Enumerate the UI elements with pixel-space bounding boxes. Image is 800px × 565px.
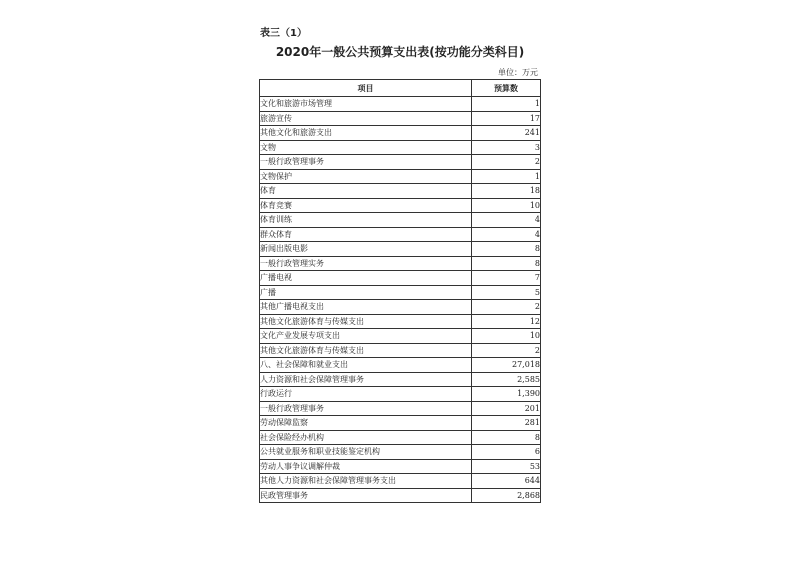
row-amount: 644 <box>472 474 541 489</box>
row-item-label: 社会保险经办机构 <box>260 430 472 445</box>
row-amount: 2 <box>472 343 541 358</box>
table-row <box>260 459 541 474</box>
row-amount: 8 <box>472 256 541 271</box>
row-amount: 27,018 <box>472 358 541 373</box>
row-item-label: 广播电视 <box>260 271 472 286</box>
row-item-label: 其他广播电视支出 <box>260 300 472 315</box>
table-row <box>260 358 541 373</box>
row-item-label: 人力资源和社会保障管理事务 <box>260 372 472 387</box>
table-row <box>260 329 541 344</box>
budget-table <box>259 79 541 503</box>
row-amount: 1 <box>472 169 541 184</box>
table-row <box>260 184 541 199</box>
row-item-label: 新闻出版电影 <box>260 242 472 257</box>
row-item-label: 广播 <box>260 285 472 300</box>
row-item-label: 一般行政管理事务 <box>260 155 472 170</box>
table-row <box>260 474 541 489</box>
table-row <box>260 271 541 286</box>
row-amount: 2 <box>472 300 541 315</box>
table-row <box>260 372 541 387</box>
row-amount: 4 <box>472 227 541 242</box>
table-row <box>260 126 541 141</box>
row-amount: 281 <box>472 416 541 431</box>
table-row <box>260 314 541 329</box>
row-amount: 10 <box>472 329 541 344</box>
row-amount: 7 <box>472 271 541 286</box>
unit-label: 单位：万元 <box>498 68 538 77</box>
table-row <box>260 343 541 358</box>
table-row <box>260 97 541 112</box>
row-amount: 1 <box>472 97 541 112</box>
row-item-label: 行政运行 <box>260 387 472 402</box>
row-item-label: 其他文化旅游体育与传媒支出 <box>260 343 472 358</box>
row-amount: 6 <box>472 445 541 460</box>
row-item-label: 劳动保障监察 <box>260 416 472 431</box>
row-item-label: 其他人力资源和社会保障管理事务支出 <box>260 474 472 489</box>
row-item-label: 文化产业发展专项支出 <box>260 329 472 344</box>
table-header <box>260 80 541 97</box>
table-body <box>260 97 541 503</box>
item-column-header: 项目 <box>260 80 472 97</box>
row-amount: 1,390 <box>472 387 541 402</box>
table-row <box>260 213 541 228</box>
row-item-label: 体育训练 <box>260 213 472 228</box>
row-amount: 2,868 <box>472 488 541 503</box>
table-row <box>260 445 541 460</box>
row-amount: 5 <box>472 285 541 300</box>
table-row <box>260 198 541 213</box>
table-row <box>260 140 541 155</box>
row-item-label: 体育竞赛 <box>260 198 472 213</box>
table-row <box>260 285 541 300</box>
row-item-label: 群众体育 <box>260 227 472 242</box>
table-row <box>260 300 541 315</box>
row-amount: 8 <box>472 430 541 445</box>
row-amount: 201 <box>472 401 541 416</box>
amount-column-header: 预算数 <box>472 80 541 97</box>
table-row <box>260 401 541 416</box>
row-item-label: 文物 <box>260 140 472 155</box>
row-item-label: 其他文化和旅游支出 <box>260 126 472 141</box>
table-row <box>260 169 541 184</box>
row-amount: 2 <box>472 155 541 170</box>
row-amount: 17 <box>472 111 541 126</box>
table-row <box>260 227 541 242</box>
row-item-label: 劳动人事争议调解仲裁 <box>260 459 472 474</box>
header-row <box>260 80 541 97</box>
row-item-label: 民政管理事务 <box>260 488 472 503</box>
row-amount: 53 <box>472 459 541 474</box>
row-item-label: 其他文化旅游体育与传媒支出 <box>260 314 472 329</box>
row-amount: 18 <box>472 184 541 199</box>
row-amount: 4 <box>472 213 541 228</box>
row-amount: 8 <box>472 242 541 257</box>
table-row <box>260 155 541 170</box>
row-amount: 12 <box>472 314 541 329</box>
row-item-label: 一般行政管理事务 <box>260 401 472 416</box>
table-row <box>260 387 541 402</box>
row-item-label: 公共就业服务和职业技能鉴定机构 <box>260 445 472 460</box>
table-row <box>260 430 541 445</box>
row-item-label: 八、社会保障和就业支出 <box>260 358 472 373</box>
table-row <box>260 416 541 431</box>
row-amount: 2,585 <box>472 372 541 387</box>
row-item-label: 体育 <box>260 184 472 199</box>
row-amount: 241 <box>472 126 541 141</box>
table-row <box>260 111 541 126</box>
row-amount: 3 <box>472 140 541 155</box>
document-title: 2020年一般公共预算支出表(按功能分类科目) <box>275 45 525 59</box>
table-row <box>260 256 541 271</box>
row-amount: 10 <box>472 198 541 213</box>
row-item-label: 文化和旅游市场管理 <box>260 97 472 112</box>
row-item-label: 一般行政管理实务 <box>260 256 472 271</box>
row-item-label: 旅游宣传 <box>260 111 472 126</box>
table-row <box>260 488 541 503</box>
table-row <box>260 242 541 257</box>
row-item-label: 文物保护 <box>260 169 472 184</box>
page-label: 表三（1） <box>260 28 307 39</box>
